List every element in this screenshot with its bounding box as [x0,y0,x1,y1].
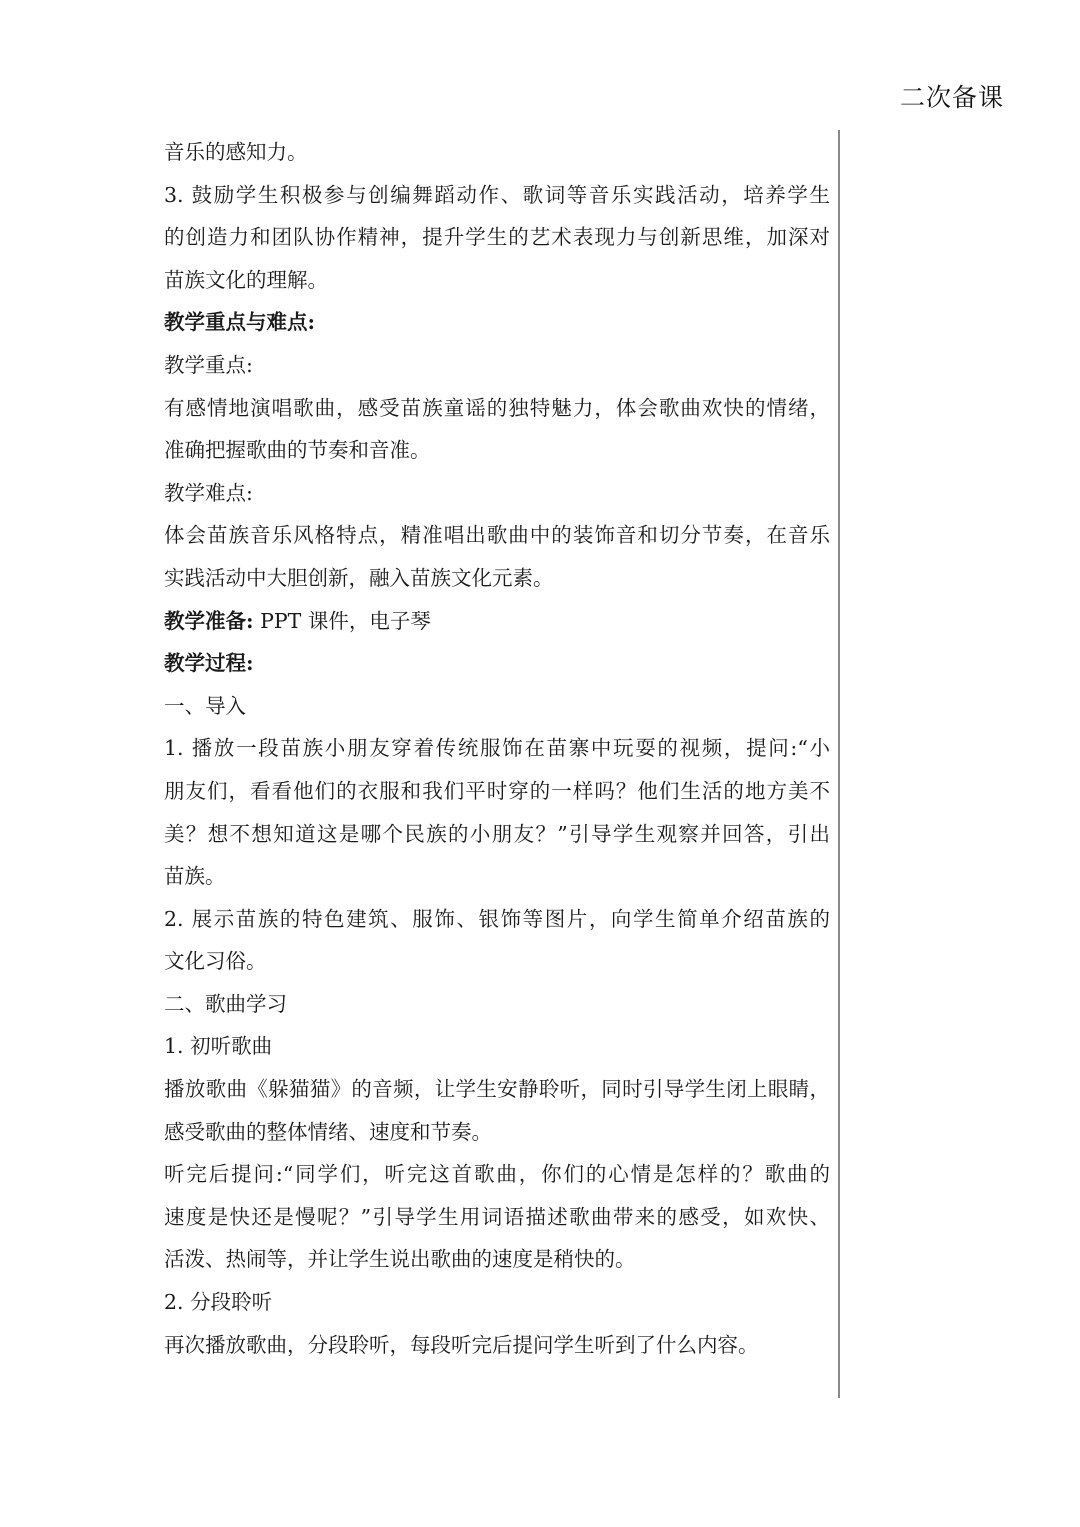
text-line: 音乐的感知力。 [164,140,308,164]
section-label: 教学准备: [164,608,254,633]
text-line: 1. 初听歌曲 [164,1034,273,1059]
text-line: 感受歌曲的整体情绪、速度和节奏。 [164,1119,492,1144]
text-line: 教学重点: [164,352,253,377]
text-line: 准确把握歌曲的节奏和音准。 [164,438,431,463]
text-line: 播放歌曲《躲猫猫》的音频，让学生安静聆听，同时引导学生闭上眼睛， [164,1077,830,1102]
text-line: 教学重点与难点: [164,310,316,335]
text-line: 再次播放歌曲，分段聆听，每段听完后提问学生听到了什么内容。 [164,1332,759,1357]
text-line: 一、导入 [164,693,246,718]
text-line: 有感情地演唱歌曲，感受苗族童谣的独特魅力，体会歌曲欢快的情绪， [164,395,830,420]
text-line: 的创造力和团队协作精神，提升学生的艺术表现力与创新思维，加深对 [164,225,830,250]
text-line: 2. 分段聆听 [164,1290,273,1315]
lesson-plan-content [164,131,830,1366]
text-line: 听完后提问:“同学们，听完这首歌曲，你们的心情是怎样的？歌曲的 [164,1162,830,1187]
text-line: 体会苗族音乐风格特点，精准唱出歌曲中的装饰音和切分节奏，在音乐 [164,523,830,548]
text-line: 2. 展示苗族的特色建筑、服饰、银饰等图片，向学生简单介绍苗族的 [164,906,830,931]
text-line: 苗族。 [164,864,226,889]
text-line: 文化习俗。 [164,949,267,974]
text-line: 实践活动中大胆创新，融入苗族文化元素。 [164,565,554,590]
text-line: 活泼、热闹等，并让学生说出歌曲的速度是稍快的。 [164,1247,636,1272]
text-line: 朋友们，看看他们的衣服和我们平时穿的一样吗？他们生活的地方美不 [164,778,830,803]
text-line: 美？想不想知道这是哪个民族的小朋友？”引导学生观察并回答，引出 [164,821,830,846]
text-line: 二、歌曲学习 [164,991,287,1016]
text-line: 教学过程: [164,651,254,676]
text-line: 速度是快还是慢呢？”引导学生用词语描述歌曲带来的感受，如欢快、 [164,1204,830,1229]
text-line [164,600,830,643]
column-divider [838,130,840,1398]
text-line: 苗族文化的理解。 [164,267,328,292]
text-line: 教学难点: [164,480,253,505]
text-line: 1. 播放一段苗族小朋友穿着传统服饰在苗寨中玩耍的视频，提问:“小 [164,736,830,761]
secondary-lesson-prep-label: 二次备课 [900,83,1005,112]
section-value: PPT 课件，电子琴 [253,608,431,633]
text-line: 3. 鼓励学生积极参与创编舞蹈动作、歌词等音乐实践活动，培养学生 [164,182,830,207]
